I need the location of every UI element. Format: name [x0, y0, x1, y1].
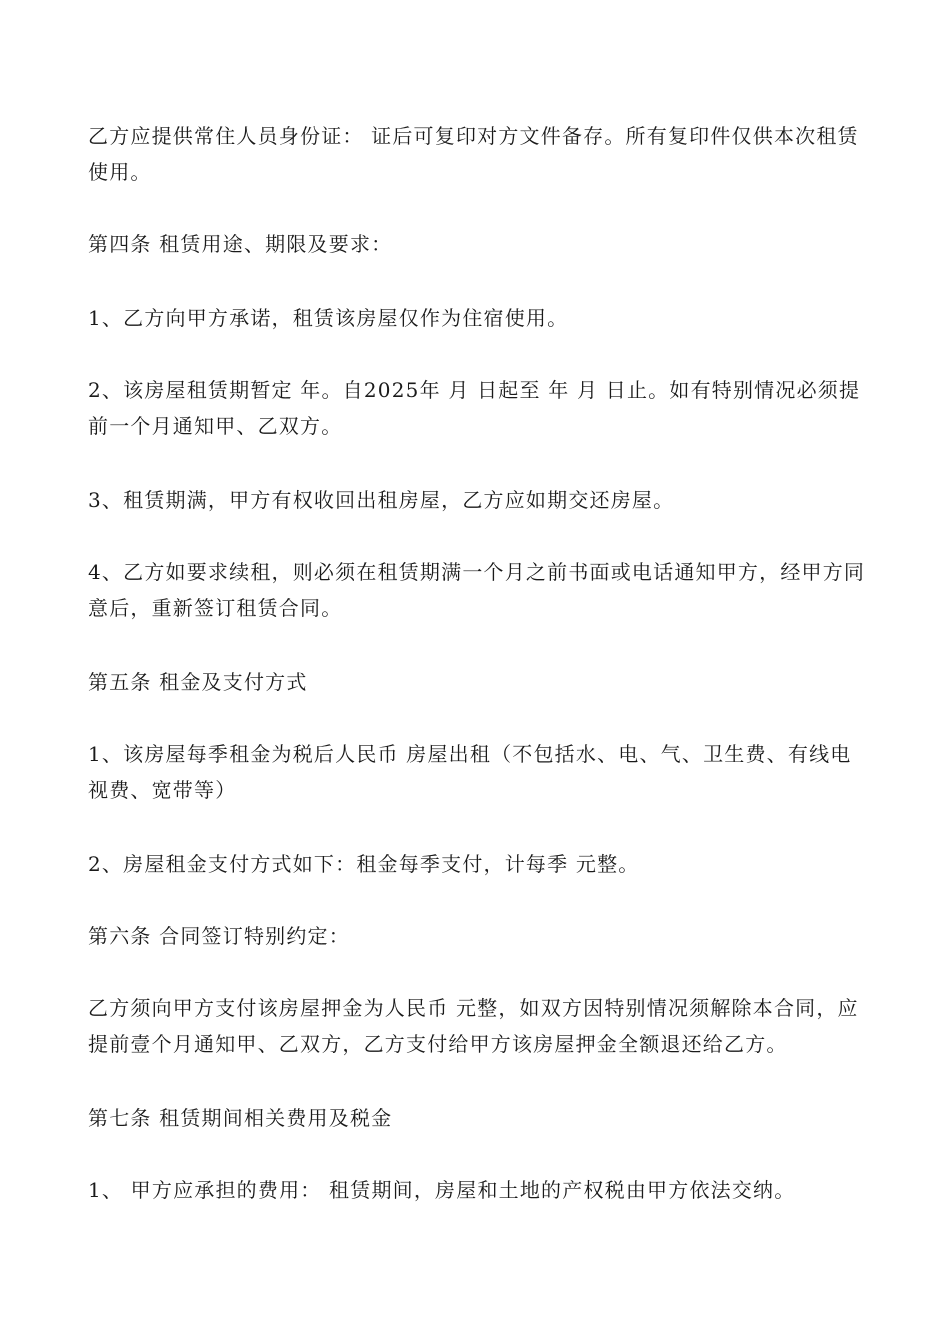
paragraph-5-1: 1、该房屋每季租金为税后人民币 房屋出租（不包括水、电、气、卫生费、有线电视费、宽带等） — [88, 742, 852, 802]
paragraph-4-4: 4、乙方如要求续租，则必须在租赁期满一个月之前书面或电话通知甲方，经甲方同意后，重新签订租赁合同。 — [88, 560, 866, 620]
paragraph-4-1: 1、乙方向甲方承诺，租赁该房屋仅作为住宿使用。 — [88, 306, 569, 330]
heading-article-4: 第四条 租赁用途、期限及要求： — [88, 232, 393, 256]
paragraph-6-deposit: 乙方须向甲方支付该房屋押金为人民币 元整，如双方因特别情况须解除本合同，应提前壹个月通知甲、乙双方，乙方支付给甲方该房屋押金全额退还给乙方。 — [88, 996, 859, 1056]
heading-article-5: 第五条 租金及支付方式 — [88, 670, 308, 694]
heading-article-6: 第六条 合同签订特别约定： — [88, 924, 350, 948]
paragraph-4-3: 3、租赁期满，甲方有权收回出租房屋，乙方应如期交还房屋。 — [88, 488, 675, 512]
paragraph-id-requirement: 乙方应提供常住人员身份证： 证后可复印对方文件备存。所有复印件仅供本次租赁使用。 — [88, 124, 859, 184]
paragraph-7-1: 1、 甲方应承担的费用： 租赁期间，房屋和土地的产权税由甲方依法交纳。 — [88, 1178, 796, 1202]
heading-article-7: 第七条 租赁期间相关费用及税金 — [88, 1106, 393, 1130]
paragraph-4-2: 2、该房屋租赁期暂定 年。自2025年 月 日起至 年 月 日止。如有特别情况必须提前一个月通知甲、乙双方。 — [88, 378, 861, 438]
paragraph-5-2: 2、房屋租金支付方式如下：租金每季支付，计每季 元整。 — [88, 852, 640, 876]
